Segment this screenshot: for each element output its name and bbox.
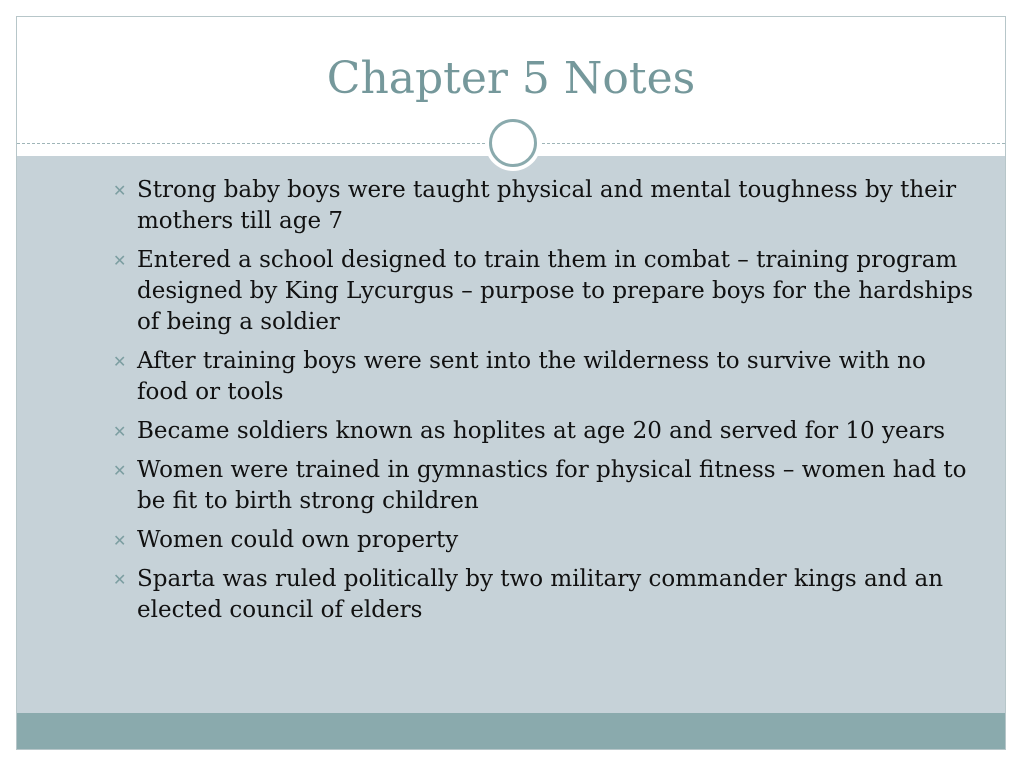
bullet-item bbox=[113, 564, 983, 626]
x-mark-icon: ✕ bbox=[113, 181, 127, 200]
slide-title: Chapter 5 Notes bbox=[326, 53, 696, 104]
bullet-text: Sparta was ruled politically by two military commander kings and an elected council of elders bbox=[137, 566, 944, 623]
bullet-item bbox=[113, 175, 983, 237]
bullet-item bbox=[113, 525, 983, 556]
bullet-text: Strong baby boys were taught physical and mental toughness by their mothers till age 7 bbox=[137, 177, 957, 234]
slide bbox=[16, 16, 1006, 750]
x-mark-icon: ✕ bbox=[113, 422, 127, 441]
bullet-text: After training boys were sent into the wilderness to survive with no food or tools bbox=[137, 348, 926, 405]
bullet-text: Entered a school designed to train them in combat – training program designed by King Lycurgus – purpose to prepare boys for the hardships of being a soldier bbox=[137, 247, 974, 335]
bullet-text: Women were trained in gymnastics for physical fitness – women had to be fit to birth strong children bbox=[137, 457, 967, 514]
bullet-item bbox=[113, 346, 983, 408]
bullet-text: Became soldiers known as hoplites at age 20 and served for 10 years bbox=[137, 418, 946, 444]
bullet-item bbox=[113, 455, 983, 517]
bullet-text: Women could own property bbox=[137, 527, 459, 553]
footer-band bbox=[17, 713, 1005, 749]
bullet-item bbox=[113, 245, 983, 338]
x-mark-icon: ✕ bbox=[113, 461, 127, 480]
bullet-list bbox=[113, 175, 983, 634]
x-mark-icon: ✕ bbox=[113, 352, 127, 371]
x-mark-icon: ✕ bbox=[113, 251, 127, 270]
x-mark-icon: ✕ bbox=[113, 570, 127, 589]
x-mark-icon: ✕ bbox=[113, 531, 127, 550]
bullet-item bbox=[113, 416, 983, 447]
divider-ring-icon bbox=[489, 119, 537, 167]
